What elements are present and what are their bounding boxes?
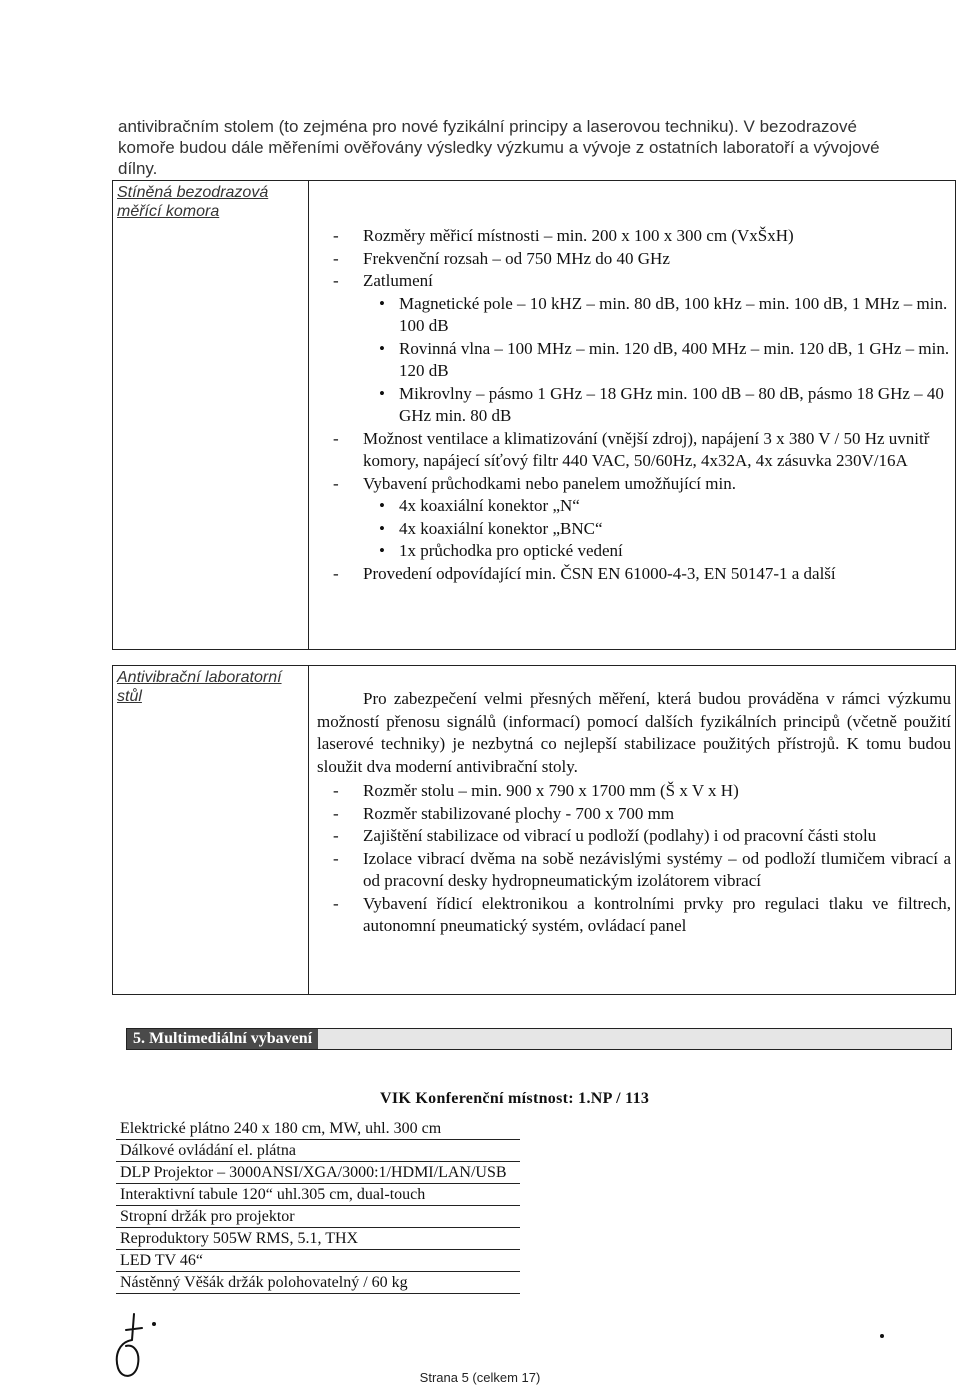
dot-mark bbox=[152, 1322, 156, 1326]
list-item: - Rozměry měřicí místnosti – min. 200 x 100 x 300 cm (VxŠxH) bbox=[317, 225, 951, 248]
label-cell bbox=[113, 666, 309, 994]
connector-list bbox=[363, 495, 951, 563]
list-item: • 1x průchodka pro optické vedení bbox=[363, 540, 951, 563]
list-item-label: Vybavení průchodkami nebo panelem umožňující min. bbox=[363, 473, 736, 493]
row-label: Stíněná bezodrazová měřící komora bbox=[117, 184, 269, 220]
room-title: VIK Konferenční místnost: 1.NP / 113 bbox=[380, 1090, 650, 1107]
list-item: - Vybavení řídicí elektronikou a kontrolními prvky pro regulaci tlaku ve filtrech, autonomní pneumatický systém, ovládací panel bbox=[317, 893, 951, 938]
list-item: • Rovinná vlna – 100 MHz – min. 120 dB, 400 MHz – min. 120 dB, 1 GHz – min. 120 dB bbox=[363, 338, 951, 383]
equipment-item: Stropní držák pro projektor bbox=[116, 1207, 520, 1228]
page-footer: Strana 5 (celkem 17) bbox=[419, 1370, 541, 1385]
section-heading: 5. Multimediální vybavení bbox=[127, 1029, 318, 1049]
list-item: - Provedení odpovídající min. ČSN EN 61000-4-3, EN 50147-1 a další bbox=[317, 563, 951, 586]
equipment-list bbox=[116, 1119, 520, 1295]
list-item bbox=[317, 473, 951, 563]
section-heading-bar bbox=[126, 1028, 952, 1050]
list-item: - Rozměr stolu – min. 900 x 790 x 1700 mm (Š x V x H) bbox=[317, 780, 951, 803]
list-item: • 4x koaxiální konektor „BNC“ bbox=[363, 518, 951, 541]
list-item: • Magnetické pole – 10 kHZ – min. 80 dB, 100 kHz – min. 100 dB, 1 MHz – min. 100 dB bbox=[363, 293, 951, 338]
description-paragraph: Pro zabezpečení velmi přesných měření, která budou prováděna v rámci výzkumu možností přenosu signálů (informací) pomocí dalších fyzikálních principů (včetně použití laserové techniky) je nezbytná co nejlepší stabilizace použitých přístrojů. K tomu budou sloužit dva moderní antivibrační stoly. bbox=[317, 689, 951, 776]
equipment-item: Reproduktory 505W RMS, 5.1, THX bbox=[116, 1229, 520, 1250]
attenuation-list bbox=[363, 293, 951, 428]
list-item: • 4x koaxiální konektor „N“ bbox=[363, 495, 951, 518]
list-item: - Zajištění stabilizace od vibrací u podloží (podlahy) i od pracovní části stolu bbox=[317, 825, 951, 848]
list-item-label: Zatlumení bbox=[363, 271, 433, 290]
spec-content bbox=[317, 666, 951, 994]
equipment-item: Elektrické plátno 240 x 180 cm, MW, uhl. 300 cm bbox=[116, 1119, 520, 1140]
label-cell bbox=[113, 181, 309, 649]
intro-paragraph: antivibračním stolem (to zejména pro nové fyzikální principy a laserovou techniku). V bezodrazové komoře budou dále měřeními ověřovány výsledky výzkumu a vývoje z ostatních laboratoří a vývojové dílny. bbox=[118, 117, 880, 178]
row-label: Antivibrační laboratorní stůl bbox=[117, 669, 282, 705]
equipment-item: Interaktivní tabule 120“ uhl.305 cm, dual-touch bbox=[116, 1185, 520, 1206]
spec-list bbox=[317, 225, 951, 585]
dot-mark bbox=[880, 1334, 884, 1338]
list-item bbox=[317, 270, 951, 428]
spec-table-shielded-chamber bbox=[112, 180, 956, 650]
list-item: • Mikrovlny – pásmo 1 GHz – 18 GHz min. 100 dB – 80 dB, pásmo 18 GHz – 40 GHz min. 80 dB bbox=[363, 383, 951, 428]
equipment-item: Nástěnný Věšák držák polohovatelný / 60 kg bbox=[116, 1273, 520, 1294]
spec-list bbox=[317, 780, 951, 938]
list-item: - Izolace vibrací dvěma na sobě nezávislými systémy – od podloží tlumičem vibrací a od pracovní desky hydropneumatickým izolátorem vibrací bbox=[317, 848, 951, 893]
list-item: - Frekvenční rozsah – od 750 MHz do 40 GHz bbox=[317, 248, 951, 271]
list-item: - Rozměr stabilizované plochy - 700 x 700 mm bbox=[317, 803, 951, 826]
list-item: - Možnost ventilace a klimatizování (vnější zdroj), napájení 3 x 380 V / 50 Hz uvnitř komory, napájecí síťový filtr 440 VAC, 50/60Hz, 4x32A, 4x zásuvka 230V/16A bbox=[317, 428, 951, 473]
equipment-item: LED TV 46“ bbox=[116, 1251, 520, 1272]
spec-content bbox=[317, 181, 951, 649]
equipment-item: DLP Projektor – 3000ANSI/XGA/3000:1/HDMI/LAN/USB bbox=[116, 1163, 520, 1184]
equipment-item: Dálkové ovládání el. plátna bbox=[116, 1141, 520, 1162]
spec-table-antivibration-table bbox=[112, 665, 956, 995]
